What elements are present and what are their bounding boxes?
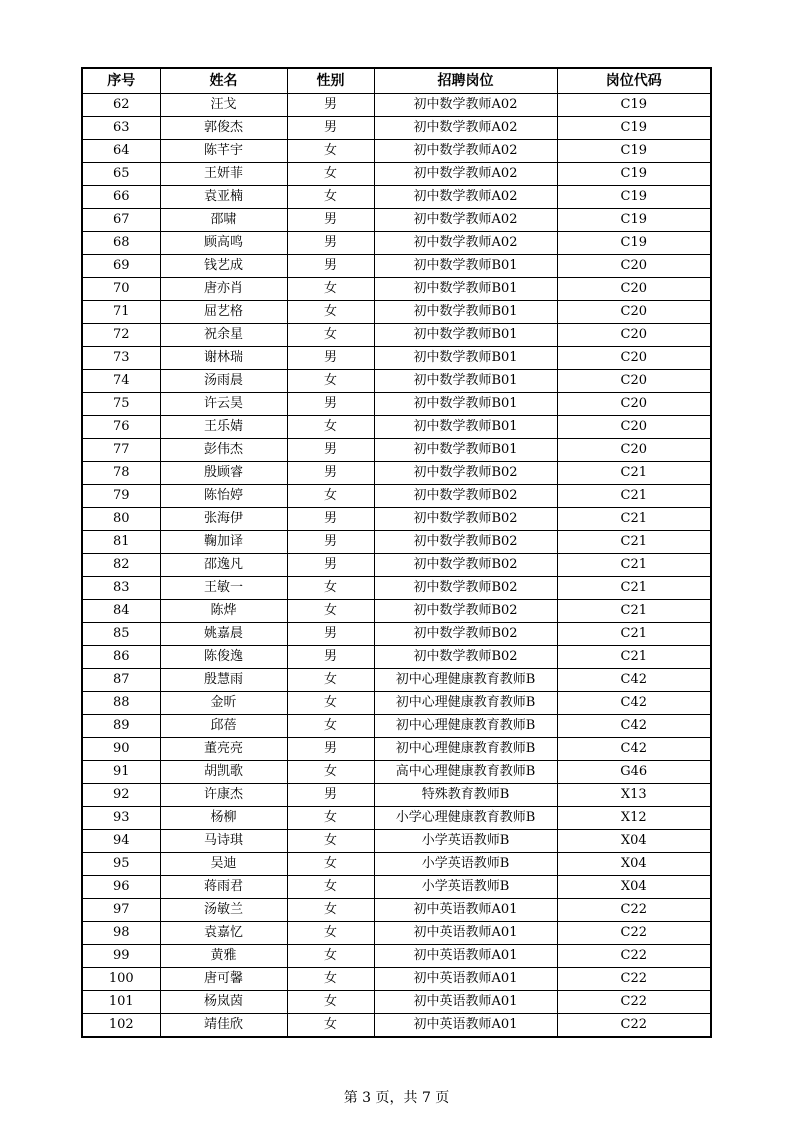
cell-gender: 女: [287, 945, 374, 968]
cell-recruitment-post: 特殊教育教师B: [374, 784, 557, 807]
cell-serial-number: 66: [82, 186, 160, 209]
table-row: [82, 370, 711, 393]
cell-serial-number: 93: [82, 807, 160, 830]
table-row: [82, 439, 711, 462]
cell-gender: 女: [287, 186, 374, 209]
table-row: [82, 209, 711, 232]
table-row: [82, 393, 711, 416]
cell-serial-number: 79: [82, 485, 160, 508]
cell-post-code: C21: [557, 462, 711, 485]
table-row: [82, 531, 711, 554]
table-row: [82, 715, 711, 738]
cell-gender: 男: [287, 554, 374, 577]
cell-serial-number: 68: [82, 232, 160, 255]
cell-name: 王敏一: [160, 577, 287, 600]
cell-serial-number: 84: [82, 600, 160, 623]
cell-serial-number: 65: [82, 163, 160, 186]
cell-post-code: C20: [557, 347, 711, 370]
cell-serial-number: 97: [82, 899, 160, 922]
cell-post-code: C19: [557, 209, 711, 232]
cell-gender: 男: [287, 393, 374, 416]
cell-serial-number: 67: [82, 209, 160, 232]
cell-name: 钱艺成: [160, 255, 287, 278]
cell-post-code: X04: [557, 853, 711, 876]
cell-name: 吴迪: [160, 853, 287, 876]
cell-recruitment-post: 初中英语教师A01: [374, 968, 557, 991]
cell-serial-number: 95: [82, 853, 160, 876]
cell-post-code: C21: [557, 485, 711, 508]
cell-post-code: X13: [557, 784, 711, 807]
cell-serial-number: 75: [82, 393, 160, 416]
cell-name: 黄雅: [160, 945, 287, 968]
table-row: [82, 577, 711, 600]
cell-recruitment-post: 初中数学教师B02: [374, 485, 557, 508]
cell-recruitment-post: 小学英语教师B: [374, 853, 557, 876]
cell-name: 邱蓓: [160, 715, 287, 738]
cell-post-code: C21: [557, 646, 711, 669]
cell-name: 陈怡婷: [160, 485, 287, 508]
table-row: [82, 508, 711, 531]
cell-recruitment-post: 初中数学教师A02: [374, 186, 557, 209]
cell-name: 邵啸: [160, 209, 287, 232]
cell-recruitment-post: 初中数学教师A02: [374, 117, 557, 140]
cell-gender: 男: [287, 646, 374, 669]
header-post-code: 岗位代码: [557, 68, 711, 94]
table-row: [82, 761, 711, 784]
cell-name: 许云昊: [160, 393, 287, 416]
cell-serial-number: 73: [82, 347, 160, 370]
cell-recruitment-post: 小学心理健康教育教师B: [374, 807, 557, 830]
cell-name: 杨岚茵: [160, 991, 287, 1014]
cell-serial-number: 74: [82, 370, 160, 393]
cell-serial-number: 63: [82, 117, 160, 140]
cell-gender: 男: [287, 531, 374, 554]
cell-serial-number: 76: [82, 416, 160, 439]
cell-post-code: C22: [557, 899, 711, 922]
cell-recruitment-post: 初中数学教师B01: [374, 439, 557, 462]
cell-name: 谢林瑞: [160, 347, 287, 370]
cell-name: 邵逸凡: [160, 554, 287, 577]
cell-name: 彭伟杰: [160, 439, 287, 462]
cell-name: 张海伊: [160, 508, 287, 531]
table-row: [82, 163, 711, 186]
cell-name: 陈俊逸: [160, 646, 287, 669]
cell-serial-number: 89: [82, 715, 160, 738]
cell-post-code: C22: [557, 991, 711, 1014]
cell-post-code: X04: [557, 830, 711, 853]
cell-gender: 女: [287, 853, 374, 876]
cell-name: 顾高鸣: [160, 232, 287, 255]
cell-name: 祝余星: [160, 324, 287, 347]
cell-serial-number: 102: [82, 1014, 160, 1038]
cell-post-code: C42: [557, 738, 711, 761]
cell-name: 靖佳欣: [160, 1014, 287, 1038]
cell-gender: 女: [287, 1014, 374, 1038]
cell-serial-number: 62: [82, 94, 160, 117]
cell-recruitment-post: 初中数学教师B02: [374, 600, 557, 623]
cell-gender: 男: [287, 439, 374, 462]
cell-serial-number: 99: [82, 945, 160, 968]
cell-name: 许康杰: [160, 784, 287, 807]
cell-gender: 女: [287, 807, 374, 830]
cell-name: 屈艺格: [160, 301, 287, 324]
cell-gender: 男: [287, 255, 374, 278]
cell-serial-number: 72: [82, 324, 160, 347]
cell-recruitment-post: 初中英语教师A01: [374, 945, 557, 968]
cell-serial-number: 78: [82, 462, 160, 485]
cell-serial-number: 94: [82, 830, 160, 853]
table-row: [82, 807, 711, 830]
cell-gender: 男: [287, 117, 374, 140]
cell-recruitment-post: 小学英语教师B: [374, 830, 557, 853]
cell-recruitment-post: 初中数学教师B01: [374, 278, 557, 301]
cell-serial-number: 90: [82, 738, 160, 761]
cell-serial-number: 101: [82, 991, 160, 1014]
table-row: [82, 347, 711, 370]
cell-name: 金昕: [160, 692, 287, 715]
cell-gender: 男: [287, 508, 374, 531]
table-row: [82, 416, 711, 439]
cell-name: 陈芊宇: [160, 140, 287, 163]
cell-recruitment-post: 初中数学教师B02: [374, 508, 557, 531]
cell-recruitment-post: 初中数学教师B02: [374, 577, 557, 600]
cell-post-code: C21: [557, 531, 711, 554]
cell-serial-number: 98: [82, 922, 160, 945]
table-row: [82, 278, 711, 301]
table-header: [82, 68, 711, 94]
table-row: [82, 922, 711, 945]
table-row: [82, 232, 711, 255]
cell-gender: 女: [287, 140, 374, 163]
cell-serial-number: 91: [82, 761, 160, 784]
cell-serial-number: 87: [82, 669, 160, 692]
cell-serial-number: 96: [82, 876, 160, 899]
cell-post-code: C22: [557, 1014, 711, 1038]
cell-name: 蒋雨君: [160, 876, 287, 899]
table-row: [82, 646, 711, 669]
cell-serial-number: 77: [82, 439, 160, 462]
table-row: [82, 784, 711, 807]
cell-gender: 女: [287, 876, 374, 899]
cell-recruitment-post: 初中数学教师B02: [374, 531, 557, 554]
cell-recruitment-post: 初中数学教师B02: [374, 554, 557, 577]
table-row: [82, 186, 711, 209]
header-gender: 性别: [287, 68, 374, 94]
cell-post-code: C21: [557, 600, 711, 623]
cell-post-code: C22: [557, 922, 711, 945]
table-row: [82, 554, 711, 577]
cell-post-code: G46: [557, 761, 711, 784]
cell-recruitment-post: 初中数学教师B01: [374, 347, 557, 370]
cell-serial-number: 88: [82, 692, 160, 715]
cell-gender: 男: [287, 784, 374, 807]
table-row: [82, 692, 711, 715]
cell-gender: 女: [287, 416, 374, 439]
cell-recruitment-post: 初中数学教师B01: [374, 324, 557, 347]
candidate-table: [81, 67, 712, 1038]
cell-serial-number: 81: [82, 531, 160, 554]
table-row: [82, 485, 711, 508]
table-row: [82, 301, 711, 324]
cell-recruitment-post: 初中数学教师A02: [374, 140, 557, 163]
cell-post-code: C20: [557, 324, 711, 347]
cell-recruitment-post: 初中数学教师B01: [374, 393, 557, 416]
table-row: [82, 623, 711, 646]
cell-name: 王妍菲: [160, 163, 287, 186]
table-row: [82, 255, 711, 278]
cell-recruitment-post: 初中英语教师A01: [374, 1014, 557, 1038]
cell-post-code: C20: [557, 416, 711, 439]
cell-recruitment-post: 初中英语教师A01: [374, 922, 557, 945]
cell-name: 汤雨晨: [160, 370, 287, 393]
cell-gender: 女: [287, 485, 374, 508]
cell-post-code: C19: [557, 140, 711, 163]
cell-post-code: C19: [557, 163, 711, 186]
page-number-footer: 第 3 页，共 7 页: [343, 1090, 450, 1106]
cell-serial-number: 86: [82, 646, 160, 669]
cell-post-code: C19: [557, 94, 711, 117]
cell-gender: 女: [287, 324, 374, 347]
cell-post-code: C20: [557, 370, 711, 393]
table-row: [82, 324, 711, 347]
cell-recruitment-post: 初中数学教师A02: [374, 232, 557, 255]
cell-recruitment-post: 初中心理健康教育教师B: [374, 669, 557, 692]
cell-post-code: C19: [557, 232, 711, 255]
cell-gender: 女: [287, 830, 374, 853]
cell-post-code: C42: [557, 669, 711, 692]
table-row: [82, 945, 711, 968]
cell-recruitment-post: 初中数学教师B01: [374, 301, 557, 324]
table-row: [82, 94, 711, 117]
cell-post-code: C42: [557, 715, 711, 738]
cell-recruitment-post: 初中数学教师B01: [374, 416, 557, 439]
cell-post-code: C21: [557, 577, 711, 600]
table-row: [82, 600, 711, 623]
cell-recruitment-post: 高中心理健康教育教师B: [374, 761, 557, 784]
header-recruitment-post: 招聘岗位: [374, 68, 557, 94]
cell-post-code: C20: [557, 393, 711, 416]
cell-serial-number: 85: [82, 623, 160, 646]
cell-post-code: C21: [557, 508, 711, 531]
cell-name: 董亮亮: [160, 738, 287, 761]
cell-post-code: C21: [557, 554, 711, 577]
cell-recruitment-post: 初中心理健康教育教师B: [374, 715, 557, 738]
cell-name: 陈烨: [160, 600, 287, 623]
cell-name: 汤敏兰: [160, 899, 287, 922]
cell-recruitment-post: 初中数学教师A02: [374, 94, 557, 117]
cell-name: 殷顾睿: [160, 462, 287, 485]
cell-recruitment-post: 初中数学教师B02: [374, 462, 557, 485]
table-row: [82, 968, 711, 991]
cell-gender: 女: [287, 577, 374, 600]
cell-gender: 男: [287, 462, 374, 485]
cell-name: 唐亦肖: [160, 278, 287, 301]
table-row: [82, 738, 711, 761]
cell-serial-number: 100: [82, 968, 160, 991]
cell-serial-number: 69: [82, 255, 160, 278]
cell-gender: 男: [287, 738, 374, 761]
cell-name: 胡凯歌: [160, 761, 287, 784]
cell-name: 杨柳: [160, 807, 287, 830]
table-row: [82, 853, 711, 876]
cell-name: 唐可馨: [160, 968, 287, 991]
table-body: [82, 94, 711, 1038]
cell-gender: 女: [287, 968, 374, 991]
cell-post-code: C20: [557, 255, 711, 278]
cell-post-code: X04: [557, 876, 711, 899]
cell-recruitment-post: 初中数学教师B01: [374, 255, 557, 278]
cell-serial-number: 80: [82, 508, 160, 531]
table-row: [82, 876, 711, 899]
cell-serial-number: 83: [82, 577, 160, 600]
cell-post-code: C22: [557, 968, 711, 991]
table-row: [82, 1014, 711, 1038]
cell-recruitment-post: 初中心理健康教育教师B: [374, 692, 557, 715]
table-row: [82, 899, 711, 922]
cell-name: 殷慧雨: [160, 669, 287, 692]
cell-gender: 女: [287, 899, 374, 922]
cell-serial-number: 92: [82, 784, 160, 807]
cell-name: 袁嘉忆: [160, 922, 287, 945]
cell-recruitment-post: 初中数学教师A02: [374, 163, 557, 186]
cell-gender: 女: [287, 370, 374, 393]
table-row: [82, 117, 711, 140]
cell-gender: 男: [287, 232, 374, 255]
cell-post-code: C21: [557, 623, 711, 646]
cell-gender: 女: [287, 301, 374, 324]
cell-gender: 男: [287, 209, 374, 232]
cell-gender: 男: [287, 347, 374, 370]
table-row: [82, 830, 711, 853]
cell-post-code: C20: [557, 301, 711, 324]
cell-post-code: C20: [557, 278, 711, 301]
cell-name: 马诗琪: [160, 830, 287, 853]
cell-serial-number: 70: [82, 278, 160, 301]
header-serial-number: 序号: [82, 68, 160, 94]
cell-gender: 女: [287, 715, 374, 738]
cell-name: 汪戈: [160, 94, 287, 117]
cell-gender: 女: [287, 692, 374, 715]
cell-serial-number: 64: [82, 140, 160, 163]
cell-post-code: C22: [557, 945, 711, 968]
cell-recruitment-post: 初中英语教师A01: [374, 991, 557, 1014]
cell-gender: 女: [287, 761, 374, 784]
table-row: [82, 140, 711, 163]
cell-post-code: C19: [557, 186, 711, 209]
cell-gender: 女: [287, 278, 374, 301]
cell-name: 姚嘉晨: [160, 623, 287, 646]
cell-recruitment-post: 初中英语教师A01: [374, 899, 557, 922]
header-row: [82, 68, 711, 94]
cell-gender: 女: [287, 991, 374, 1014]
cell-serial-number: 71: [82, 301, 160, 324]
cell-gender: 女: [287, 600, 374, 623]
cell-post-code: C20: [557, 439, 711, 462]
cell-post-code: C42: [557, 692, 711, 715]
cell-name: 郭俊杰: [160, 117, 287, 140]
cell-gender: 男: [287, 623, 374, 646]
cell-serial-number: 82: [82, 554, 160, 577]
table-row: [82, 669, 711, 692]
cell-name: 王乐婧: [160, 416, 287, 439]
cell-recruitment-post: 初中数学教师B01: [374, 370, 557, 393]
cell-post-code: C19: [557, 117, 711, 140]
cell-recruitment-post: 小学英语教师B: [374, 876, 557, 899]
cell-name: 袁亚楠: [160, 186, 287, 209]
cell-recruitment-post: 初中数学教师A02: [374, 209, 557, 232]
cell-gender: 女: [287, 163, 374, 186]
cell-recruitment-post: 初中数学教师B02: [374, 623, 557, 646]
header-name: 姓名: [160, 68, 287, 94]
cell-gender: 女: [287, 922, 374, 945]
cell-name: 鞠加译: [160, 531, 287, 554]
table-row: [82, 462, 711, 485]
cell-recruitment-post: 初中心理健康教育教师B: [374, 738, 557, 761]
cell-post-code: X12: [557, 807, 711, 830]
cell-gender: 女: [287, 669, 374, 692]
cell-recruitment-post: 初中数学教师B02: [374, 646, 557, 669]
table-row: [82, 991, 711, 1014]
cell-gender: 男: [287, 94, 374, 117]
